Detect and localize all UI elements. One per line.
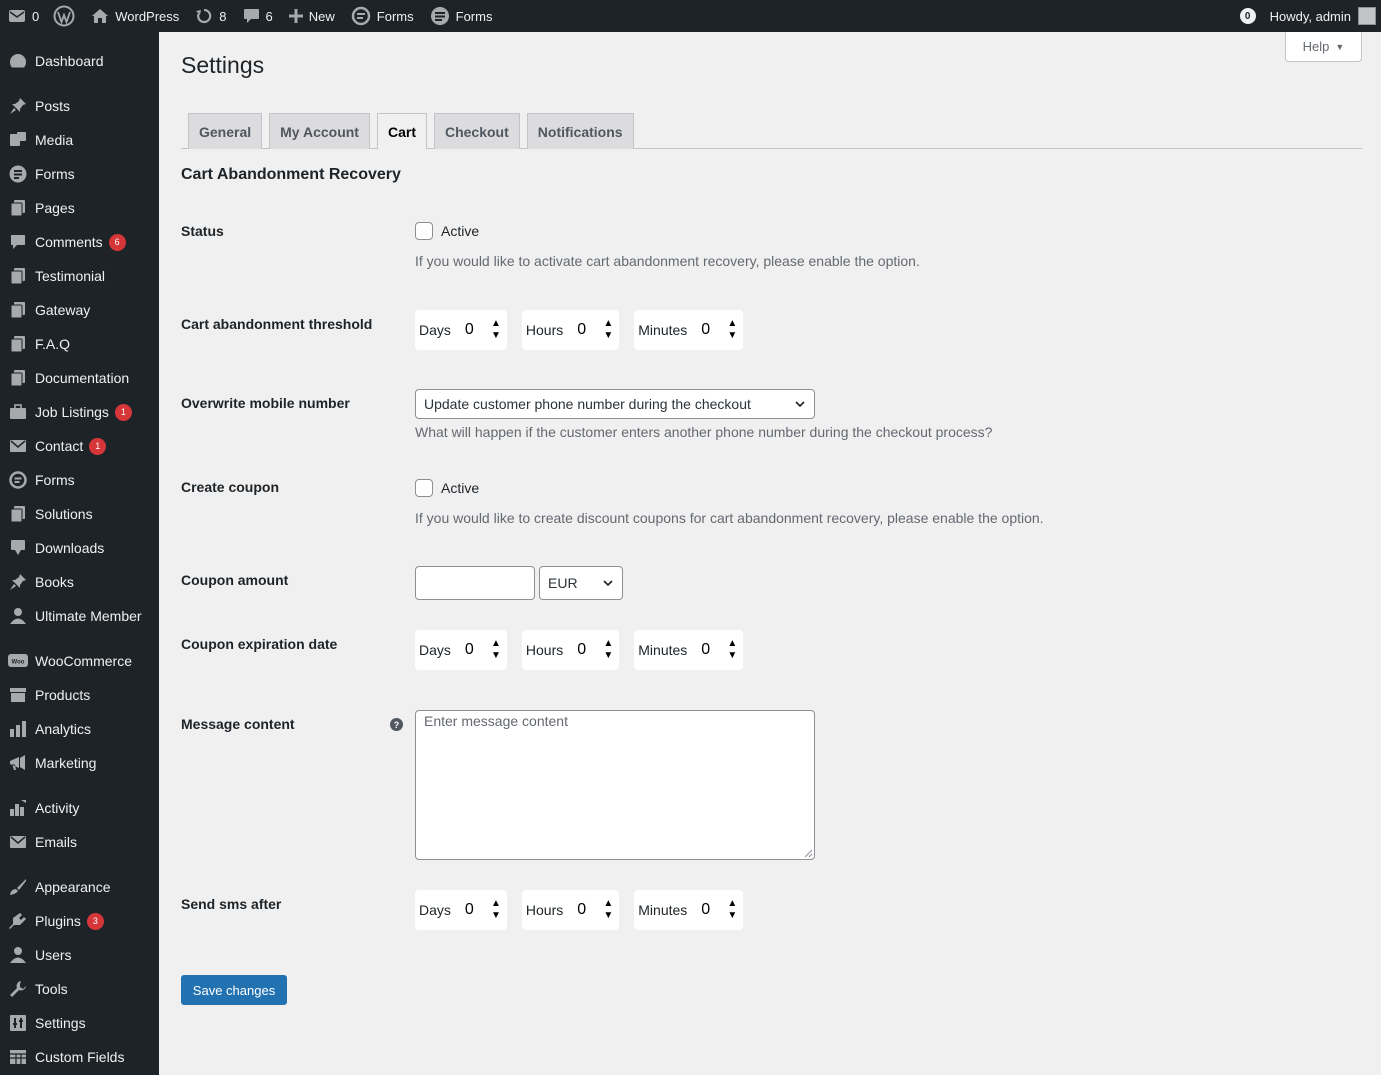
sidebar-item-label: Ultimate Member [35, 608, 142, 624]
coupon-label: Create coupon [181, 479, 280, 495]
megaphone-icon [8, 753, 28, 773]
spinner-arrows-icon[interactable]: ▲ ▼ [727, 318, 738, 341]
sidebar-item-label: Contact [35, 438, 84, 454]
help-button[interactable] [1285, 32, 1362, 62]
sidebar-item-gateway[interactable] [0, 293, 159, 327]
sidebar-item-label: Documentation [35, 370, 130, 386]
sidebar-item-ultimate-member[interactable] [0, 599, 159, 633]
howdy-label[interactable]: Howdy, admin [1269, 8, 1351, 24]
plugin-icon [8, 911, 28, 931]
days-label: Days [419, 902, 451, 918]
forms-menu-1[interactable] [343, 0, 422, 32]
mail-icon [8, 436, 28, 456]
sms-minutes[interactable] [634, 890, 743, 930]
help-question-icon[interactable]: ? [390, 718, 403, 731]
new-label: New [308, 8, 335, 24]
settings-tabs [181, 113, 1362, 149]
avatar[interactable] [1358, 7, 1376, 25]
table-icon [8, 1047, 28, 1067]
sidebar-item-label: Forms [35, 472, 75, 488]
tab-my-account[interactable]: My Account [269, 113, 370, 149]
sidebar-item-products[interactable] [0, 678, 159, 712]
sidebar-item-label: Posts [35, 98, 71, 114]
count-badge: 6 [109, 234, 126, 251]
sidebar-item-label: Books [35, 574, 74, 590]
chart-icon [8, 719, 28, 739]
spinner-arrows-icon[interactable]: ▲ ▼ [727, 638, 738, 661]
media-icon [8, 130, 28, 150]
sidebar-item-label: Job Listings [35, 404, 109, 420]
pages-icon [8, 334, 28, 354]
menu-separator [0, 780, 159, 791]
notification-count[interactable]: 0 [1240, 8, 1256, 24]
status-checkbox[interactable] [415, 222, 433, 240]
send-sms-label: Send sms after [181, 896, 282, 912]
threshold-hours[interactable] [522, 310, 619, 350]
download-icon [8, 538, 28, 558]
section-title: Cart Abandonment Recovery [181, 166, 401, 183]
minutes-label: Minutes [638, 902, 688, 918]
sidebar-item-label: Appearance [35, 879, 111, 895]
coupon-checkbox-label: Active [441, 480, 480, 496]
sidebar-item-testimonial[interactable] [0, 259, 159, 293]
wp-logo[interactable] [47, 0, 83, 32]
comments-count: 6 [265, 8, 273, 24]
sidebar-item-pages[interactable] [0, 191, 159, 225]
admin-sidebar [0, 32, 159, 1075]
sidebar-item-label: Comments [35, 234, 103, 250]
spinner-arrows-icon[interactable]: ▲ ▼ [603, 638, 614, 661]
hours-value[interactable]: 0 [577, 321, 587, 338]
minutes-value[interactable]: 0 [701, 901, 711, 918]
site-name-label: WordPress [115, 8, 180, 24]
sidebar-item-comments[interactable] [0, 225, 159, 259]
forms-menu-2[interactable] [422, 0, 501, 32]
comments[interactable] [235, 0, 281, 32]
tab-cart[interactable]: Cart [377, 113, 427, 150]
mail-icon [8, 832, 28, 852]
minutes-label: Minutes [638, 322, 688, 338]
sidebar-item-tools[interactable] [0, 972, 159, 1006]
currency-value: EUR [548, 575, 578, 591]
count-badge: 1 [89, 438, 106, 455]
sidebar-item-solutions[interactable] [0, 497, 159, 531]
activity-icon [8, 798, 28, 818]
sidebar-item-label: Tools [35, 981, 68, 997]
sidebar-item-label: Forms [35, 166, 75, 182]
home-icon [91, 8, 109, 24]
sidebar-item-settings[interactable] [0, 1006, 159, 1040]
sidebar-item-label: Users [35, 947, 72, 963]
coupon-amount-label: Coupon amount [181, 572, 289, 588]
sidebar-item-marketing[interactable] [0, 746, 159, 780]
caret-down-icon: ▼ [1335, 41, 1345, 52]
sidebar-item-posts[interactable] [0, 89, 159, 123]
sidebar-item-label: Analytics [35, 721, 92, 737]
sidebar-item-contact[interactable] [0, 429, 159, 463]
mobile-label: Overwrite mobile number [181, 395, 350, 411]
briefcase-icon [8, 402, 28, 422]
mobile-select-value: Update customer phone number during the checkout [424, 396, 751, 412]
message-placeholder: Enter message content [424, 713, 568, 729]
sidebar-item-label: Dashboard [35, 53, 104, 69]
tab-notifications[interactable]: Notifications [527, 113, 634, 149]
help-label: Help [1302, 39, 1330, 54]
hours-label: Hours [525, 902, 564, 918]
threshold-label: Cart abandonment threshold [181, 316, 373, 332]
status-checkbox-label: Active [441, 223, 480, 239]
sidebar-item-label: Gateway [35, 302, 91, 318]
days-value[interactable]: 0 [464, 321, 474, 338]
days-value[interactable]: 0 [464, 901, 474, 918]
dashboard-icon [8, 51, 28, 71]
hours-label: Hours [525, 642, 564, 658]
menu-separator [0, 78, 159, 89]
sidebar-item-dashboard[interactable] [0, 44, 159, 78]
sidebar-item-users[interactable] [0, 938, 159, 972]
woo-icon [8, 651, 28, 671]
spinner-arrows-icon[interactable]: ▲ ▼ [603, 898, 614, 921]
spinner-arrows-icon[interactable]: ▲ ▼ [490, 898, 501, 921]
spinner-arrows-icon[interactable]: ▲ ▼ [490, 318, 501, 341]
currency-select[interactable] [539, 566, 623, 600]
count-badge: 3 [87, 913, 104, 930]
pages-icon [8, 368, 28, 388]
days-label: Days [419, 322, 451, 338]
mobile-select[interactable] [415, 389, 815, 419]
sidebar-item-analytics[interactable] [0, 712, 159, 746]
adminbar-mail[interactable] [0, 0, 47, 32]
sidebar-item-downloads[interactable] [0, 531, 159, 565]
coupon-expiration-label: Coupon expiration date [181, 636, 338, 652]
sidebar-item-label: Downloads [35, 540, 105, 556]
settings-icon [8, 1013, 28, 1033]
sidebar-item-label: Custom Fields [35, 1049, 125, 1065]
svg-text:Woo: Woo [11, 659, 25, 666]
coupon-description: If you would like to create discount coupons for cart abandonment recovery, please enable the option. [415, 510, 1044, 526]
status-label: Status [181, 223, 224, 239]
sidebar-item-job-listings[interactable] [0, 395, 159, 429]
sidebar-item-label: Plugins [35, 913, 81, 929]
sidebar-item-forms[interactable] [0, 463, 159, 497]
tab-general[interactable]: General [188, 113, 262, 149]
sidebar-item-documentation[interactable] [0, 361, 159, 395]
sidebar-item-plugins[interactable] [0, 904, 159, 938]
forms-icon [430, 6, 450, 26]
sidebar-item-label: Emails [35, 834, 78, 850]
archive-icon [8, 685, 28, 705]
spinner-arrows-icon[interactable]: ▲ ▼ [727, 898, 738, 921]
days-label: Days [419, 642, 451, 658]
sidebar-item-woocommerce[interactable] [0, 644, 159, 678]
sidebar-item-label: Settings [35, 1015, 86, 1031]
status-description: If you would like to activate cart abandonment recovery, please enable the option. [415, 253, 920, 269]
pages-icon [8, 300, 28, 320]
menu-separator [0, 859, 159, 870]
forms-icon [8, 164, 28, 184]
forms-search-icon [351, 6, 371, 26]
threshold-minutes[interactable] [634, 310, 743, 350]
spinner-arrows-icon[interactable]: ▲ ▼ [603, 318, 614, 341]
hours-label: Hours [525, 322, 564, 338]
sidebar-item-custom-fields[interactable] [0, 1040, 159, 1074]
sidebar-item-label: Activity [35, 800, 80, 816]
new-content[interactable] [281, 0, 343, 32]
site-name[interactable] [83, 0, 187, 32]
plus-icon [289, 9, 303, 23]
sidebar-item-forms[interactable] [0, 157, 159, 191]
wrench-icon [8, 979, 28, 999]
sidebar-item-label: Marketing [35, 755, 97, 771]
minutes-value[interactable]: 0 [701, 321, 711, 338]
sidebar-item-media[interactable] [0, 123, 159, 157]
coupon-checkbox[interactable] [415, 479, 433, 497]
forms-label-1: Forms [376, 8, 414, 24]
forms-label-2: Forms [455, 8, 493, 24]
minutes-value[interactable]: 0 [701, 641, 711, 658]
mobile-description: What will happen if the customer enters another phone number during the checkout process? [415, 424, 993, 440]
expiration-minutes[interactable] [634, 630, 743, 670]
sidebar-item-books[interactable] [0, 565, 159, 599]
days-value[interactable]: 0 [464, 641, 474, 658]
pin-icon [8, 572, 28, 592]
pages-icon [8, 504, 28, 524]
updates[interactable] [187, 0, 234, 32]
minutes-label: Minutes [638, 642, 688, 658]
brush-icon [8, 877, 28, 897]
message-textarea[interactable] [415, 710, 815, 860]
sidebar-item-label: Solutions [35, 506, 93, 522]
hours-value[interactable]: 0 [577, 901, 587, 918]
expiration-days[interactable] [415, 630, 507, 670]
sidebar-item-label: WooCommerce [35, 653, 132, 669]
pages-icon [8, 198, 28, 218]
hours-value[interactable]: 0 [577, 641, 587, 658]
sidebar-item-label: Testimonial [35, 268, 106, 284]
expiration-hours[interactable] [522, 630, 619, 670]
sidebar-item-label: Pages [35, 200, 75, 216]
updates-count: 8 [219, 8, 227, 24]
forms-search-icon [8, 470, 28, 490]
comment-icon [8, 232, 28, 252]
sms-days[interactable] [415, 890, 507, 930]
admin-bar [0, 0, 1381, 32]
mail-count: 0 [32, 8, 40, 24]
count-badge: 1 [115, 404, 132, 421]
message-label: Message content [181, 716, 295, 732]
coupon-amount-input[interactable] [415, 566, 535, 600]
sidebar-item-appearance[interactable] [0, 870, 159, 904]
sidebar-item-emails[interactable] [0, 825, 159, 859]
threshold-days[interactable] [415, 310, 507, 350]
sms-hours[interactable] [522, 890, 619, 930]
wordpress-icon [53, 5, 75, 27]
refresh-icon [195, 7, 213, 25]
chevron-down-icon [602, 577, 614, 589]
pin-icon [8, 96, 28, 116]
sidebar-item-f-a-q[interactable] [0, 327, 159, 361]
spinner-arrows-icon[interactable]: ▲ ▼ [490, 638, 501, 661]
user-icon [8, 945, 28, 965]
page-title: Settings [181, 52, 265, 78]
chevron-down-icon [794, 398, 806, 410]
user-icon [8, 606, 28, 626]
mail-icon [8, 9, 26, 23]
save-changes-button[interactable]: Save changes [181, 975, 287, 1005]
menu-separator [0, 633, 159, 644]
pages-icon [8, 266, 28, 286]
sidebar-item-label: Products [35, 687, 91, 703]
comment-icon [243, 8, 260, 24]
resize-grip-icon[interactable] [804, 849, 813, 858]
tab-checkout[interactable]: Checkout [434, 113, 520, 149]
sidebar-item-label: F.A.Q [35, 336, 71, 352]
sidebar-item-activity[interactable] [0, 791, 159, 825]
sidebar-item-label: Media [35, 132, 74, 148]
